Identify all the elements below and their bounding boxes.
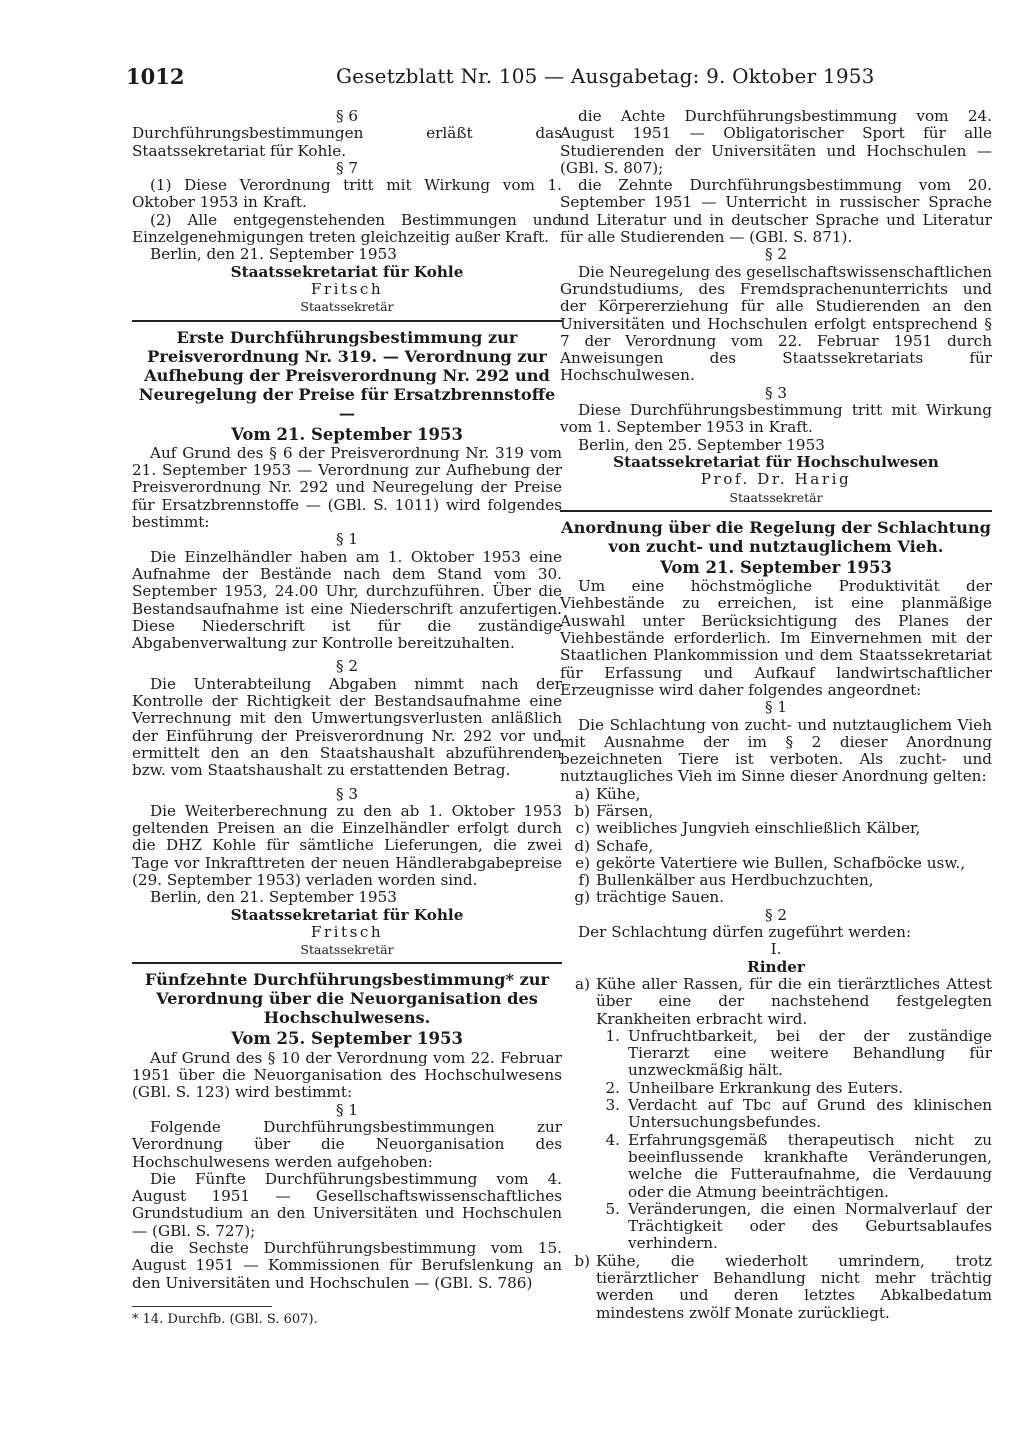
ordinance-title: Anordnung über die Regelung der Schlachtung von zucht- und nutztauglichem Vieh. (561, 517, 991, 556)
section-heading: § 2 (764, 245, 788, 264)
paragraph: Die Schlachtung von zucht- und nutztauglichem Vieh mit Ausnahme der im § 2 dieser Anordnung bezeichneten Tiere ist verboten. Als zucht- und nutztaugliches Vieh im Sinne dieser Anordnung gelten: (560, 715, 992, 786)
list-label: 2. (605, 1078, 620, 1097)
signature-title: Staatssekretär (300, 299, 394, 315)
signature-place: Berlin, den 21. September 1953 (150, 245, 397, 264)
list-item (560, 786, 992, 803)
signature-org: Staatssekretariat für Hochschulwesen (613, 452, 939, 471)
list-item (560, 889, 992, 906)
divider (560, 510, 992, 512)
list-label: b) (574, 1251, 590, 1270)
signature-title: Staatssekretär (729, 489, 823, 505)
paragraph: (2) Alle entgegenstehenden Bestimmungen und Einzelgenehmigungen treten gleichzeitig außer Kraft. (132, 210, 562, 247)
signature-title: Staatssekretär (300, 942, 394, 958)
footnote-rule (132, 1306, 272, 1307)
paragraph: Die Unterabteilung Abgaben nimmt nach der Kontrolle der Richtigkeit der Bestandsaufnahme eine Verrechnung mit den Umwertungsverlusten anläßlich der Einführung der Preisverordnung Nr. 292 vor und ermittelt den an den Staatshaushalt abzuführenden bzw. vom Staatshaushalt zu erstattenden Betrag. (132, 674, 562, 780)
right-column (560, 108, 992, 1322)
signature-place: Berlin, den 21. September 1953 (150, 888, 397, 907)
list-item (560, 803, 992, 820)
signature-org: Staatssekretariat für Kohle (230, 905, 464, 924)
section-heading: § 2 (335, 657, 359, 676)
ordinance-title: Fünfzehnte Durchführungsbestimmung* zur Verordnung über die Neuorganisation des Hochschulwesens. (144, 970, 550, 1028)
list-label: 4. (605, 1130, 620, 1149)
list-label: d) (574, 836, 590, 855)
paragraph: Diese Durchführungsbestimmung tritt mit Wirkung vom 1. September 1953 in Kraft. (560, 401, 992, 437)
list-text: Unfruchtbarkeit, bei der der zuständige Tierarzt eine weitere Behandlung für unzweckmäßig hält. (628, 1026, 992, 1080)
list-item (560, 1097, 992, 1132)
paragraph: (1) Diese Verordnung tritt mit Wirkung vom 1. Oktober 1953 in Kraft. (132, 176, 562, 212)
list-text: Kühe, die wiederholt umrindern, trotz tierärztlicher Behandlung nicht mehr trächtig werden und deren letztes Abkalbedatum mindestens zwölf Monate zurückliegt. (596, 1251, 992, 1322)
list-text: gekörte Vatertiere wie Bullen, Schafböcke usw., (596, 853, 966, 872)
section-heading: § 2 (764, 905, 788, 924)
list-label: e) (575, 853, 590, 872)
list-item (560, 820, 992, 837)
paragraph: Auf Grund des § 10 der Verordnung vom 22. Februar 1951 über die Neuorganisation des Hochschulwesens (GBl. S. 123) wird bestimmt: (132, 1048, 562, 1102)
list-text: Unheilbare Erkrankung des Euters. (628, 1078, 904, 1097)
page-header (126, 64, 1006, 94)
signature-name: Prof. Dr. Harig (700, 470, 852, 489)
footnote (132, 1306, 562, 1328)
paragraph: Die Neuregelung des gesellschaftswissenschaftlichen Grundstudiums, des Fremdsprachenunterrichts und der Körpererziehung für alle Studierenden an den Universitäten und Hochschulen erfolgt entsprechend § 7 der Verordnung vom 22. Februar 1951 durch Anweisungen des Staatssekretariats für Hochschulwesen. (560, 262, 992, 385)
list-item (560, 1201, 992, 1253)
list-item: die Sechste Durchführungsbestimmung vom 15. August 1951 — Kommissionen für Berufslenkung an den Universitäten und Hochschulen — (GBl. S. 786) (132, 1239, 562, 1292)
ordinance-date: Vom 21. September 1953 (231, 424, 463, 444)
roman-heading: I. (770, 940, 782, 959)
divider (132, 320, 562, 322)
list-item: die Achte Durchführungsbestimmung vom 24. August 1951 — Obligatorischer Sport für alle Studierenden der Universitäten und Hochschulen — (GBl. S. 807); (560, 107, 992, 177)
ordinance-date: Vom 21. September 1953 (660, 557, 892, 577)
list-text: Bullenkälber aus Herdbuchzuchten, (596, 871, 874, 890)
list-label: a) (575, 974, 590, 993)
page-number: 1012 (126, 64, 185, 89)
paragraph: Folgende Durchführungsbestimmungen zur Verordnung über die Neuorganisation des Hochschulwesens werden aufgehoben: (132, 1117, 562, 1171)
list-text: Veränderungen, die einen Normalverlauf der Trächtigkeit oder des Geburtsablaufes verhindern. (628, 1199, 992, 1253)
list-text: Färsen, (596, 801, 654, 820)
list-text: Erfahrungsgemäß therapeutisch nicht zu beeinflussende krankhafte Veränderungen, welche die Futteraufnahme, die Verdauung oder die Atmung beeinträchtigen. (628, 1130, 992, 1201)
paragraph: Auf Grund des § 6 der Preisverordnung Nr. 319 vom 21. September 1953 — Verordnung zur Aufhebung der Preisverordnung Nr. 292 und Neuregelung der Preise für Ersatzbrennstoffe — (GBl. S. 1011) wird folgendes bestimmt: (132, 443, 562, 532)
footnote-text: * 14. Durchfb. (GBl. S. 607). (132, 1311, 318, 1327)
paragraph: Durchführungsbestimmungen erläßt das Staatssekretariat für Kohle. (132, 124, 562, 160)
list-item (560, 872, 992, 889)
left-column (132, 108, 562, 1328)
list-label: c) (575, 819, 590, 838)
list-item (560, 838, 992, 855)
list-label: 5. (605, 1199, 620, 1218)
section-heading: § 3 (764, 383, 788, 402)
list-label: g) (574, 888, 590, 907)
signature-name: Fritsch (310, 279, 384, 298)
subheading: Rinder (747, 957, 805, 976)
paragraph: Die Einzelhändler haben am 1. Oktober 1953 eine Aufnahme der Bestände nach dem Stand vom 30. September 1953, 24.00 Uhr, durchzuführen. Über die Bestandsaufnahme ist eine Niederschrift anzufertigen. Diese Niederschrift ist für die zuständige Abgabenverwaltung zur Kontrolle bereitzuhalten. (132, 547, 562, 653)
section-heading: § 6 (335, 107, 359, 125)
divider (132, 962, 562, 964)
list-item (560, 855, 992, 872)
list-label: f) (578, 871, 590, 890)
list-text: Verdacht auf Tbc auf Grund des klinischen Untersuchungsbefundes. (628, 1096, 992, 1132)
signature-name: Fritsch (310, 922, 384, 941)
ordinance-date: Vom 25. September 1953 (231, 1029, 463, 1049)
signature-org: Staatssekretariat für Kohle (230, 262, 464, 281)
list-item (560, 976, 992, 1028)
list-text: trächtige Sauen. (596, 888, 725, 907)
list-text: Schafe, (596, 836, 654, 855)
section-heading: § 1 (335, 1100, 359, 1119)
section-heading: § 1 (764, 698, 788, 717)
list-label: a) (575, 784, 590, 803)
list-label: b) (574, 801, 590, 820)
paragraph: Der Schlachtung dürfen zugeführt werden: (578, 923, 912, 942)
list-item (560, 1028, 992, 1080)
list-label: 3. (605, 1096, 620, 1115)
list-item (560, 1132, 992, 1201)
section-heading: § 3 (335, 784, 359, 803)
list-item (560, 1253, 992, 1322)
section-heading: § 7 (335, 158, 359, 177)
list-text: Kühe aller Rassen, für die ein tierärztliches Attest über eine der nachstehend festgelegten Krankheiten erbracht wird. (596, 974, 992, 1028)
ordinance-title: Erste Durchführungsbestimmung zur Preisverordnung Nr. 319. — Verordnung zur Aufhebung der Preisverordnung Nr. 292 und Neuregelung der Preise für Ersatzbrennstoffe — (138, 327, 556, 423)
list-label: 1. (605, 1026, 620, 1045)
paragraph: Um eine höchstmögliche Produktivität der Viehbestände zu erreichen, ist eine planmäßige Auswahl unter Berücksichtigung des Planes der Viehbestände erforderlich. Im Einvernehmen mit der Staatlichen Plankommission und dem Staatssekretariat für Erfassung und Aufkauf landwirtschaftlicher Erzeugnisse wird daher folgendes angeordnet: (560, 577, 992, 699)
header-title: Gesetzblatt Nr. 105 — Ausgabetag: 9. Oktober 1953 (336, 64, 875, 88)
paragraph: Die Weiterberechnung zu den ab 1. Oktober 1953 geltenden Preisen an die Einzelhändler erfolgt durch die DHZ Kohle für sämtliche Lieferungen, die zwei Tage vor Inkrafttreten der neuen Händlerabgabepreise (29. September 1953) verladen worden sind. (132, 801, 562, 889)
list-item (560, 1080, 992, 1097)
list-text: weibliches Jungvieh einschließlich Kälber, (596, 819, 921, 838)
list-text: Kühe, (596, 784, 641, 803)
list-item: die Zehnte Durchführungsbestimmung vom 20. September 1951 — Unterricht in russischer Sprache und Literatur und in deutscher Sprache und Literatur für alle Studierenden — (GBl. S. 871). (560, 176, 992, 247)
list-item: Die Fünfte Durchführungsbestimmung vom 4. August 1951 — Gesellschaftswissenschaftliches Grundstudium an den Universitäten und Hochschulen — (GBl. S. 727); (132, 1169, 562, 1240)
signature-place: Berlin, den 25. September 1953 (578, 435, 825, 454)
section-heading: § 1 (335, 530, 359, 549)
